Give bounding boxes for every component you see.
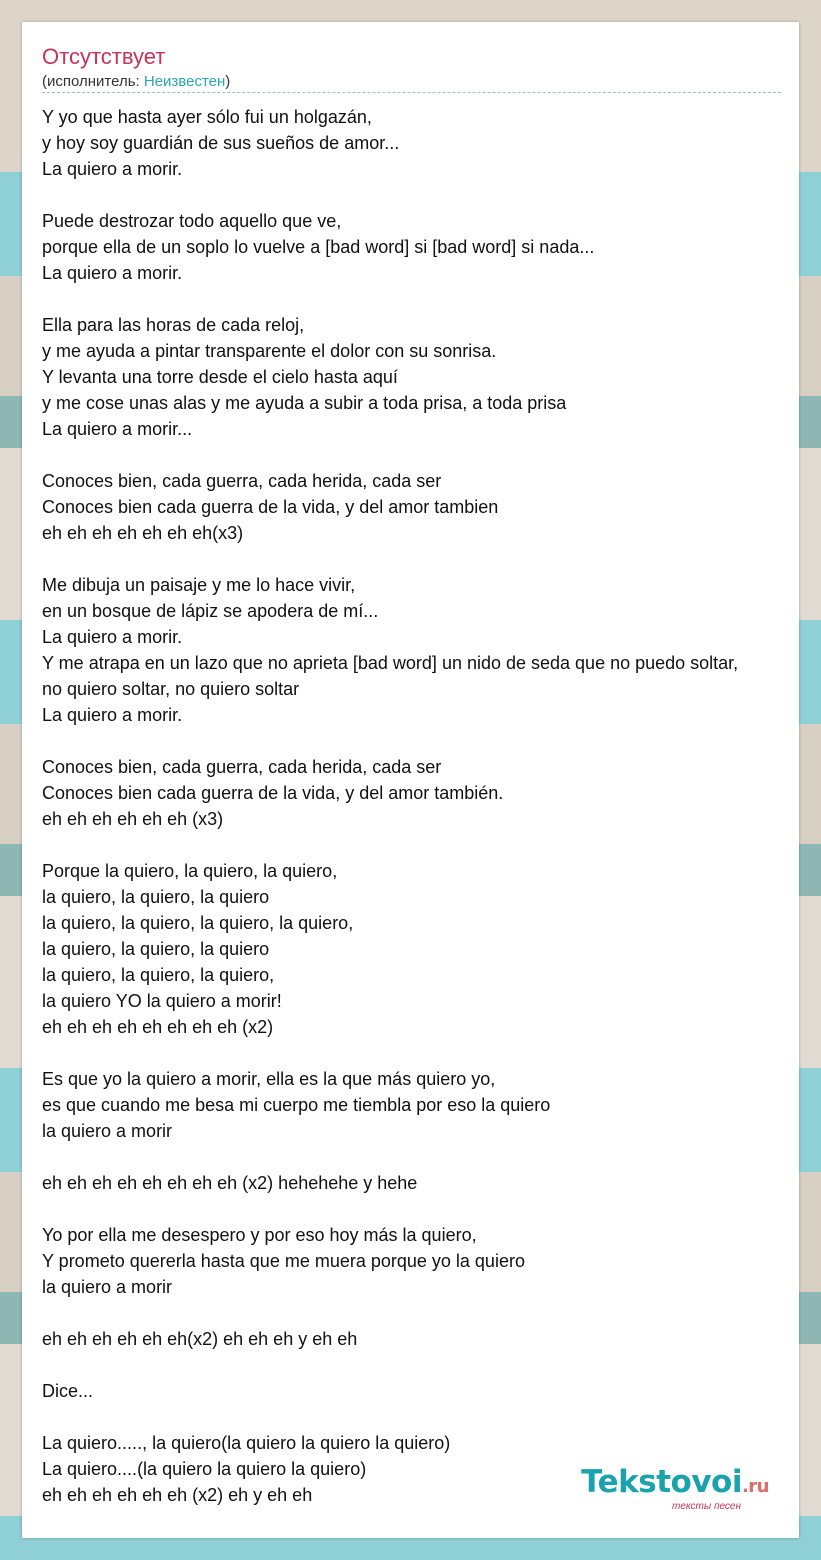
lyric-line: Ella para las horas de cada reloj, <box>42 315 305 335</box>
lyric-blank-line <box>42 286 821 312</box>
lyric-line: en un bosque de lápiz se apodera de mí... <box>42 601 379 621</box>
lyrics-text <box>42 104 821 1508</box>
lyric-line: eh eh eh eh eh eh(x2) eh eh eh y eh eh <box>42 1329 358 1349</box>
lyric-line: Y levanta una torre desde el cielo hasta aquí <box>42 367 398 387</box>
lyric-blank-line <box>42 1352 821 1378</box>
lyric-line: eh eh eh eh eh eh eh eh (x2) hehehehe y hehe <box>42 1173 418 1193</box>
logo-wordmark <box>581 1464 769 1502</box>
lyric-line: porque ella de un soplo lo vuelve a [bad word] si [bad word] si nada... <box>42 237 595 257</box>
lyric-line: Dice... <box>42 1381 94 1401</box>
artist-line <box>42 73 230 90</box>
lyric-blank-line <box>42 442 821 468</box>
lyric-line: es que cuando me besa mi cuerpo me tiembla por eso la quiero <box>42 1095 551 1115</box>
lyric-line: Conoces bien cada guerra de la vida, y del amor también. <box>42 783 504 803</box>
lyric-line: y hoy soy guardián de sus sueños de amor... <box>42 133 400 153</box>
artist-suffix: ) <box>225 73 231 90</box>
lyric-line: la quiero, la quiero, la quiero <box>42 939 270 959</box>
lyric-blank-line <box>42 1144 821 1170</box>
lyric-line: la quiero YO la quiero a morir! <box>42 991 282 1011</box>
lyric-line: La quiero a morir... <box>42 419 193 439</box>
lyric-line: La quiero....., la quiero(la quiero la quiero la quiero) <box>42 1433 451 1453</box>
lyric-line: Me dibuja un paisaje y me lo hace vivir, <box>42 575 356 595</box>
lyric-line: Yo por ella me desespero y por eso hoy más la quiero, <box>42 1225 477 1245</box>
lyric-line: La quiero a morir. <box>42 159 183 179</box>
lyric-line: eh eh eh eh eh eh (x2) eh y eh eh <box>42 1485 313 1505</box>
lyric-line: la quiero a morir <box>42 1121 173 1141</box>
lyric-line: La quiero....(la quiero la quiero la quiero) <box>42 1459 367 1479</box>
lyric-blank-line <box>42 182 821 208</box>
lyric-line: y me cose unas alas y me ayuda a subir a toda prisa, a toda prisa <box>42 393 567 413</box>
lyric-blank-line <box>42 1040 821 1066</box>
lyric-line: Y prometo quererla hasta que me muera porque yo la quiero <box>42 1251 525 1271</box>
lyric-line: La quiero a morir. <box>42 263 183 283</box>
lyric-blank-line <box>42 1300 821 1326</box>
lyric-line: Porque la quiero, la quiero, la quiero, <box>42 861 338 881</box>
lyric-line: Conoces bien cada guerra de la vida, y del amor tambien <box>42 497 499 517</box>
artist-link[interactable]: Неизвестен <box>143 73 226 90</box>
logo-main-text: Tekstovoi <box>581 1464 742 1500</box>
lyric-line: la quiero, la quiero, la quiero, <box>42 965 275 985</box>
lyric-line: Y me atrapa en un lazo que no aprieta [bad word] un nido de seda que no puedo soltar, <box>42 653 739 673</box>
lyric-line: no quiero soltar, no quiero soltar <box>42 679 300 699</box>
lyric-blank-line <box>42 728 821 754</box>
lyric-line: Es que yo la quiero a morir, ella es la que más quiero yo, <box>42 1069 496 1089</box>
lyric-blank-line <box>42 1196 821 1222</box>
lyric-line: la quiero a morir <box>42 1277 173 1297</box>
lyric-line: y me ayuda a pintar transparente el dolor con su sonrisa. <box>42 341 497 361</box>
lyric-line: la quiero, la quiero, la quiero, la quiero, <box>42 913 354 933</box>
artist-prefix: (исполнитель: <box>42 73 144 90</box>
lyric-line: eh eh eh eh eh eh eh(x3) <box>42 523 244 543</box>
lyric-line: la quiero, la quiero, la quiero <box>42 887 270 907</box>
lyric-line: eh eh eh eh eh eh (x3) <box>42 809 224 829</box>
logo-tagline: тексты песен <box>672 1501 741 1512</box>
lyric-line: La quiero a morir. <box>42 627 183 647</box>
lyric-line: La quiero a morir. <box>42 705 183 725</box>
lyrics-card <box>22 22 799 1538</box>
title-divider <box>42 92 781 93</box>
lyric-line: Conoces bien, cada guerra, cada herida, cada ser <box>42 757 442 777</box>
lyric-blank-line <box>42 1404 821 1430</box>
logo-domain-suffix: .ru <box>741 1476 769 1497</box>
lyric-blank-line <box>42 832 821 858</box>
lyric-blank-line <box>42 546 821 572</box>
song-title: Отсутствует <box>42 44 166 69</box>
lyric-line: Y yo que hasta ayer sólo fui un holgazán, <box>42 107 372 127</box>
lyric-line: Puede destrozar todo aquello que ve, <box>42 211 342 231</box>
lyric-line: eh eh eh eh eh eh eh eh (x2) <box>42 1017 274 1037</box>
site-logo[interactable] <box>581 1464 769 1512</box>
lyric-line: Conoces bien, cada guerra, cada herida, cada ser <box>42 471 442 491</box>
